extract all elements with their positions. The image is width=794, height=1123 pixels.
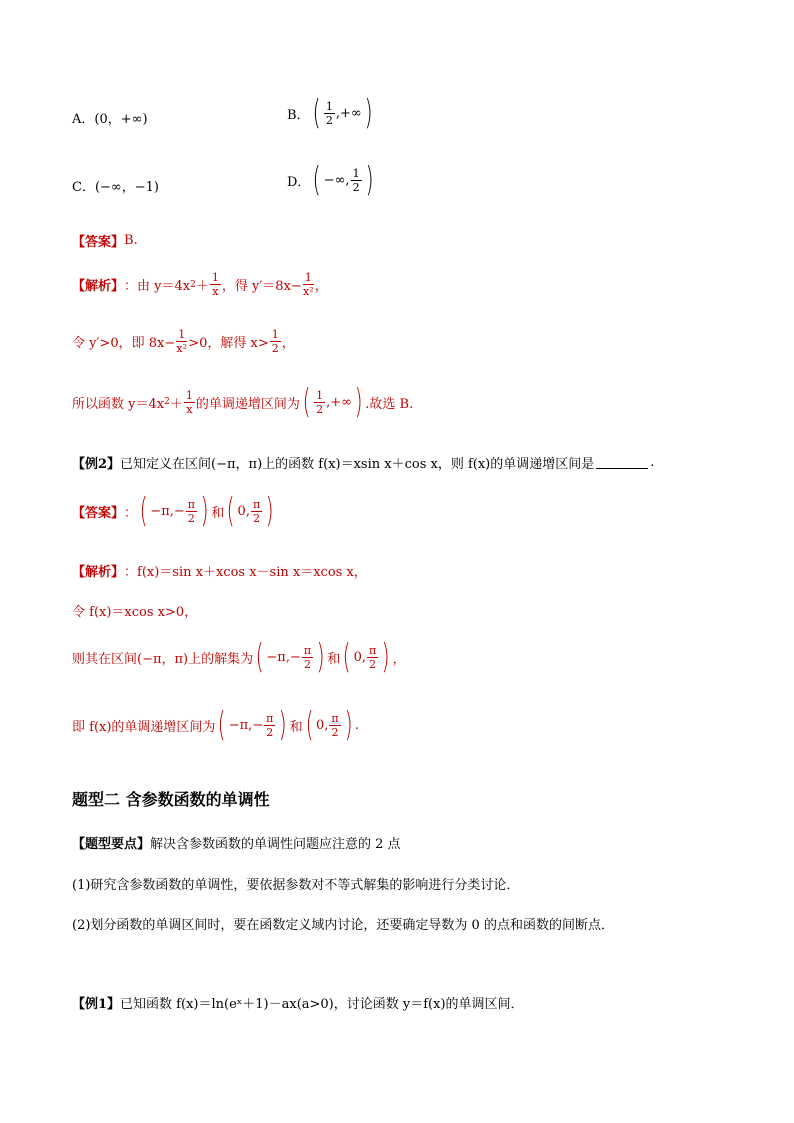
interval: ( 0, $\frac{\pi}{2}$ ) [226,491,274,531]
option-b-interval: ( $\frac{1}{2}$ ,+∞ ) [312,93,373,133]
fraction: $\frac{1}{2}$ [316,388,324,416]
key-points: 【题型要点】 解决含参数函数的单调性问题应注意的 2 点 [72,833,401,852]
analysis-tag: 【解析】 [72,565,125,580]
key-points-tag: 【题型要点】 [72,837,151,852]
fraction: $\frac{\pi}{2}$ [369,643,377,671]
answer-line [72,231,138,250]
fraction: $\frac{\pi}{2}$ [303,643,312,671]
fraction: $\frac{1}{\text{x²}}$ [176,328,188,355]
option-b-label: B． [287,107,310,123]
option-d [287,160,376,200]
option-b [287,93,375,133]
analysis-line-1: 【解析】 ：由 y＝4x 2 ＋ $\frac{1}{x}$ ，得 y′＝8x− $\frac{1}{\text{x²}}$ ， [72,271,328,298]
example-2-analysis-2: 令 f(x)＝xcos x>0， [72,605,198,620]
section-heading: 题型二 含参数函数的单调性 [72,790,270,809]
fraction: $\frac{1}{2}$ [271,328,279,355]
fraction: $\frac{\pi}{2}$ [266,711,274,739]
key-point-2: (2)划分函数的单调区间时，要在函数定义域内讨论，还要确定导数为 0 的点和函数的间断点． [72,918,614,933]
fraction: $\frac{\pi}{2}$ [187,497,195,525]
fraction: $\frac{1}{\text{x²}}$ [302,271,314,298]
option-d-interval: ( −∞, $\frac{1}{2}$ ) [313,160,374,200]
fraction: $\frac{1}{2}$ [352,166,360,194]
example-2-answer: 【答案】 ： ( −π,− $\frac{\pi}{2}$ ) 和 ( 0, $\frac{\pi}{2}$ ) [72,494,276,528]
interval: ( −π,− $\frac{\pi}{2}$ ) [218,705,288,745]
answer-tag: 【答案】 [72,235,125,250]
option-a [72,108,148,127]
example-2-question: 【例2】 已知定义在区间(−π，π)上的函数 f(x)＝xsin x＋cos x，则 f(x)的单调递增区间是 . [72,455,655,472]
option-d-label: D． [287,174,311,190]
example-2-analysis-1: 【解析】 ：f(x)＝sin x＋xcos x－sin x＝xcos x， [72,561,367,580]
example-2-analysis-4: 即 f(x)的单调递增区间为 ( −π,− $\frac{\pi}{2}$ ) 和 ( 0, $\frac{\pi}{2}$ ) . [72,705,359,745]
interval: ( 0, $\frac{\pi}{2}$ ) [343,637,390,677]
analysis-tag: 【解析】 [72,279,125,294]
example-3-question: 【例1】 已知函数 f(x)＝ln(eˣ＋1)－ax(a>0)，讨论函数 y＝f(x)的单调区间． [72,993,524,1012]
example-tag: 【例1】 [72,997,121,1012]
example-tag: 【例2】 [72,457,121,472]
fraction: $\frac{1}{x}$ [211,271,219,298]
option-c [72,176,159,195]
fraction: $\frac{1}{2}$ [325,99,333,127]
fraction: $\frac{\pi}{2}$ [252,497,261,525]
key-point-1: (1)研究含参数函数的单调性，要依据参数对不等式解集的影响进行分类讨论． [72,878,520,893]
interval: ( −π,− $\frac{\pi}{2}$ ) [255,637,325,677]
example-2-analysis-3: 则其在区间(−π，π)上的解集为 ( −π,− $\frac{\pi}{2}$ ) 和 ( 0, $\frac{\pi}{2}$ ) ， [72,637,406,677]
answer-value: B. [124,233,138,248]
answer-blank [596,456,648,469]
analysis-line-3: 所以函数 y＝4x 2 ＋ $\frac{1}{x}$ 的单调递增区间为 ( $\frac{1}{2}$ ,+∞ ) .故选 B. [72,382,414,422]
interval: ( $\frac{1}{2}$ ,+∞ ) [302,382,363,422]
analysis-line-2: 令 y′>0，即 8x− $\frac{1}{\text{x²}}$ >0，解得 x> $\frac{1}{2}$ ， [72,328,295,355]
interval: ( −π,− $\frac{\pi}{2}$ ) [139,491,209,531]
fraction: $\frac{1}{x}$ [185,388,193,416]
option-a-text: A．(0，+∞) [72,112,148,127]
interval: ( 0, $\frac{\pi}{2}$ ) [305,705,353,745]
option-c-text: C．(−∞，−1) [72,180,159,195]
fraction: $\frac{\pi}{2}$ [331,711,339,739]
answer-tag: 【答案】 [72,505,125,521]
